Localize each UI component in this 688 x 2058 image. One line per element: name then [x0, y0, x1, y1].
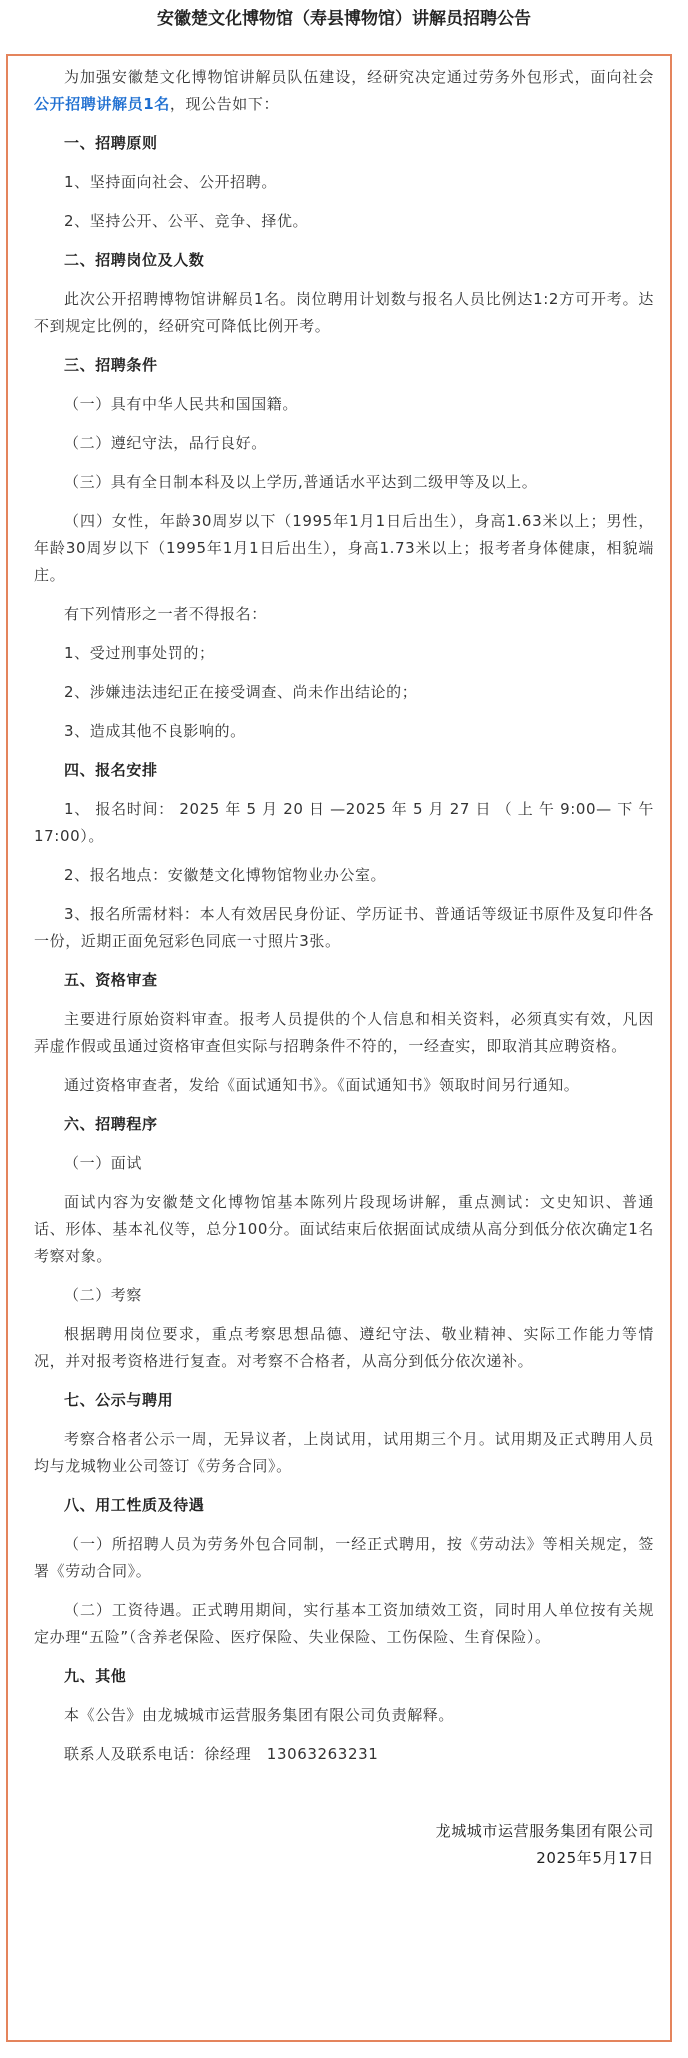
signature-spacer — [34, 1780, 654, 1818]
intro-before: 为加强安徽楚文化博物馆讲解员队伍建设，经研究决定通过劳务外包形式，面向社会 — [64, 68, 654, 86]
registration-time: 1、 报名时间： 2025 年 5 月 20 日 —2025 年 5 月 27 日 （ 上 午 9:00— 下 午 17:00）。 — [34, 800, 654, 845]
contact-paragraph: 联系人及联系电话：徐经理 13063263231 — [64, 1745, 379, 1763]
section-heading-4: 四、报名安排 — [64, 761, 158, 779]
principle-item-2: 2、坚持公开、公平、竞争、择优。 — [64, 212, 309, 230]
position-paragraph: 此次公开招聘博物馆讲解员1名。岗位聘用计划数与报名人员比例达1:2方可开考。达不到规定比例的，经研究可降低比例开考。 — [34, 290, 654, 335]
procedure-sub-inspection: （二）考察 — [64, 1286, 143, 1304]
review-paragraph-1: 主要进行原始资料审查。报考人员提供的个人信息和相关资料，必须真实有效，凡因弄虚作假或虽通过资格审查但实际与招聘条件不符的，一经查实，即取消其应聘资格。 — [34, 1010, 654, 1055]
condition-item-2: （二）遵纪守法，品行良好。 — [64, 434, 267, 452]
exclusion-intro: 有下列情形之一者不得报名： — [64, 605, 267, 623]
review-paragraph-2: 通过资格审查者，发给《面试通知书》。《面试通知书》领取时间另行通知。 — [64, 1076, 580, 1094]
intro-after: ，现公告如下： — [169, 95, 280, 113]
section-heading-5: 五、资格审查 — [64, 971, 158, 989]
notice-body — [8, 56, 670, 1872]
section-heading-9: 九、其他 — [64, 1667, 127, 1685]
signature-date: 2025年5月17日 — [536, 1849, 654, 1867]
registration-location: 2、报名地点：安徽楚文化博物馆物业办公室。 — [64, 866, 387, 884]
principle-item-1: 1、坚持面向社会、公开招聘。 — [64, 173, 277, 191]
section-heading-1: 一、招聘原则 — [64, 134, 158, 152]
condition-item-3: （三）具有全日制本科及以上学历,普通话水平达到二级甲等及以上。 — [64, 473, 538, 491]
salary-paragraph: （二）工资待遇。正式聘用期间，实行基本工资加绩效工资，同时用人单位按有关规定办理“五险”（含养老保险、医疗保险、失业保险、工伤保险、生育保险）。 — [34, 1601, 654, 1646]
registration-materials: 3、报名所需材料：本人有效居民身份证、学历证书、普通话等级证书原件及复印件各一份，近期正面免冠彩色同底一寸照片3张。 — [34, 905, 654, 950]
interview-paragraph: 面试内容为安徽楚文化博物馆基本陈列片段现场讲解，重点测试：文史知识、普通话、形体、基本礼仪等，总分100分。面试结束后依据面试成绩从高分到低分依次确定1名考察对象。 — [34, 1193, 654, 1265]
intro-highlight: 公开招聘讲解员1名 — [34, 95, 170, 113]
section-heading-2: 二、招聘岗位及人数 — [64, 251, 205, 269]
exclusion-item-2: 2、涉嫌违法违纪正在接受调查、尚未作出结论的； — [64, 683, 418, 701]
publicity-paragraph: 考察合格者公示一周，无异议者，上岗试用，试用期三个月。试用期及正式聘用人员均与龙城物业公司签订《劳务合同》。 — [34, 1430, 654, 1475]
exclusion-item-1: 1、受过刑事处罚的； — [64, 644, 215, 662]
page-title: 安徽楚文化博物馆（寿县博物馆）讲解员招聘公告 — [157, 9, 531, 29]
section-heading-6: 六、招聘程序 — [64, 1115, 158, 1133]
condition-item-4: （四）女性，年龄30周岁以下（1995年1月1日后出生），身高1.63米以上；男性，年龄30周岁以下（1995年1月1日后出生），身高1.73米以上；报考者身体健康，相貌端庄。 — [34, 512, 654, 584]
notice-box — [6, 54, 672, 2042]
intro-paragraph — [34, 64, 654, 118]
signature-org: 龙城城市运营服务集团有限公司 — [435, 1822, 654, 1840]
procedure-sub-interview: （一）面试 — [64, 1154, 143, 1172]
inspection-paragraph: 根据聘用岗位要求，重点考察思想品德、遵纪守法、敬业精神、实际工作能力等情况，并对报考资格进行复查。对考察不合格者，从高分到低分依次递补。 — [34, 1325, 654, 1370]
section-heading-7: 七、公示与聘用 — [64, 1391, 174, 1409]
interpretation-paragraph: 本《公告》由龙城城市运营服务集团有限公司负责解释。 — [64, 1706, 455, 1724]
employment-nature-paragraph: （一）所招聘人员为劳务外包合同制，一经正式聘用，按《劳动法》等相关规定，签署《劳动合同》。 — [34, 1535, 654, 1580]
condition-item-1: （一）具有中华人民共和国国籍。 — [64, 395, 299, 413]
section-heading-8: 八、用工性质及待遇 — [64, 1496, 205, 1514]
section-heading-3: 三、招聘条件 — [64, 356, 158, 374]
exclusion-item-3: 3、造成其他不良影响的。 — [64, 722, 246, 740]
